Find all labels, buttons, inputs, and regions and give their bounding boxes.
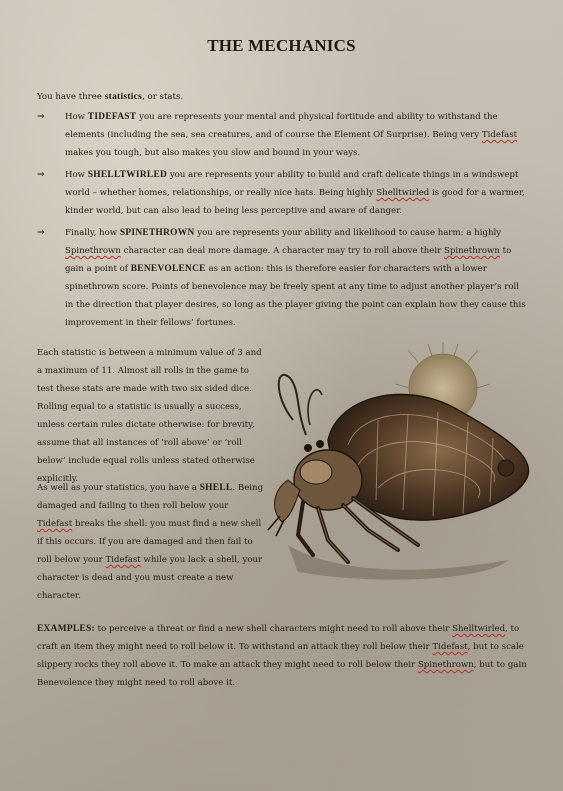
examples-paragraph: EXAMPLES: to perceive a threat or find a new shell characters might need to roll above their Shelltwirled, to craft an item they might need to roll below it. To withstand an attack they roll below their Tidefast, but to scale slippery rocks they roll above it. To make an attack they might need to roll below their Spinethrown, but to gain Benevolence they might need to roll above it. xyxy=(37,624,527,688)
double-arrow-right-icon: ⇒ xyxy=(37,112,45,122)
list-item-spinethrown: ⇒ Finally, how SPINETHROWN you are represents your ability and likelihood to cause harm: a highly Spinethrown character can deal more damage. A character may try to roll above their Spinethrown to gain a point of BENEVOLENCE as an action: this is therefore easier for characters with a lower spinethrown score. Points of benevolence may be freely spent at any time to adjust another player’s roll in the direction that player desires, so long as the player giving the point can explain how they cause this improvement in their fellows’ fortunes. xyxy=(37,224,529,332)
double-arrow-right-icon: ⇒ xyxy=(37,170,45,180)
stats-range-paragraph: Each statistic is between a minimum value of 3 and a maximum of 11. Almost all rolls in the game to test these stats are made with two six sided dice. Rolling equal to a statistic is usually a success, unless certain rules dictate otherwise: for brevity, assume that all instances of ‘roll above’ or ‘roll below’ include equal rolls unless stated otherwise explicitly. xyxy=(37,348,262,484)
double-arrow-right-icon: ⇒ xyxy=(37,228,45,238)
stat-list xyxy=(37,108,529,336)
intro-paragraph: You have three statistics, or stats. xyxy=(37,92,184,102)
page-title: THE MECHANICS xyxy=(207,36,356,55)
list-item-tidefast: ⇒ How TIDEFAST you are represents your mental and physical fortitude and ability to withstand the elements (including the sea, sea creatures, and of course the Element Of Surprise). Being very Tidefast makes you tough, but also makes you slow and bound in your ways. xyxy=(37,108,529,162)
shell-paragraph: As well as your statistics, you have a SHELL. Being damaged and failing to then roll below your Tidefast breaks the shell: you must find a new shell if this occurs. If you are damaged and then fail to roll below your Tidefast while you lack a shell, your character is dead and you must create a new character. xyxy=(37,483,264,601)
hermit-crab-illustration xyxy=(258,340,536,588)
list-item-shelltwirled: ⇒ How SHELLTWIRLED you are represents your ability to build and craft delicate things in a windswept world – whether homes, relationships, or really nice hats. Being highly Shelltwirled is good for a warmer, kinder world, but can also lead to being less perceptive and aware of danger. xyxy=(37,166,529,220)
